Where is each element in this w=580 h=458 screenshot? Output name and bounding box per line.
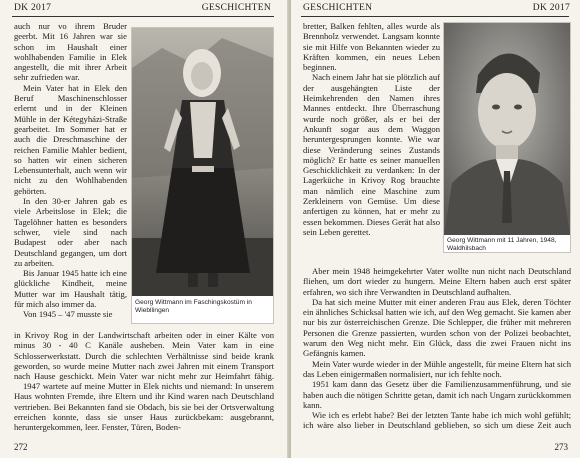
left-column-paragraph: In den 30-er Jahren gab es viele Arbeitslose in Elek; die Tagelöhner hatten es besonders schwer, viele sind nach Budapest oder aber nach Deutschland gegangen, um dort zu arbeiten. [14, 196, 127, 268]
left-photo-caption: Georg Wittmann im Faschingskostüm in Wiebllingen [135, 299, 252, 314]
left-paragraph-1947: 1947 wartete auf meine Mutter in Elek nichts und niemand: In unserem Haus wohnten Fremde, ihre Eltern und ihr Kind waren nach Deutschland vertrieben. Bei Bekannten fand sie Obdach, bis sie bei der Ortsverwaltung erreichen konnte, dass sie unser Haus zurückbekam: ausgebrannt, heruntergekommen, leer. Fenster, Türen, Boden- [14, 381, 274, 433]
left-paragraph-krivoy-rog: in Krivoy Rog in der Landwirtschaft arbeiten oder in einer Kälte von minus 30 - 40 C Kanäle ausheben. Mein Vater kam in eine Schlosserwerkstatt. Durch die schlechten Verhältnisse sind beide krank geworden, so wurde meine Mutter nach zwei Jahren mit einem Transport nach Hause geschickt. Mein Vater war nicht mehr zur Heimfahrt fähig. [14, 330, 274, 382]
right-header-rule [301, 16, 569, 17]
right-header-issue: DK 2017 [532, 3, 570, 13]
right-photo-caption: Georg Wittmann mit 11 Jahren, 1948, Waldhilsbach [447, 237, 557, 252]
right-header-section: GESCHICHTEN [303, 3, 373, 13]
costume-portrait-image [132, 28, 273, 296]
left-header-section: GESCHICHTEN [201, 3, 271, 13]
right-full-paragraph: Wie ich es erlebt habe? Bei der letzten Tante habe ich mich wohl gefühlt; ich wäre also lieber in Deutschland geblieben, so sich um diese Zeit auch [303, 410, 571, 431]
right-full-paragraph: Aber mein 1948 heimgekehrter Vater wollte nun nicht nach Deutschland fliehen, um dort wieder zu hungern. Meine Eltern haben auch erst später erfahren, wo sich ihre Verwandten in Deutschland aufhalten. [303, 266, 571, 297]
boy-portrait-image [444, 23, 570, 235]
right-full-text [303, 266, 571, 432]
left-header-rule [12, 16, 274, 17]
left-column-paragraph: Mein Vater hat in Elek den Beruf Maschinenschlosser erlernt und in der Kleinen Mühle in der Kétegyházi-Straße gearbeitet. Im Sommer hat er auch die Dreschmaschine der reichen Familie Mahler bedient, so hatten wir einen sicheren Lebensunterhalt, auch wenn wir nicht zu den Wohlhabenden gehörten. [14, 82, 127, 196]
right-column-paragraph: bretter, Balken fehlten, alles wurde als Brennholz verwendet. Langsam konnte sie mit Hilfe von Bekannten wieder zu Kräften kommen, ein neues Leben beginnen. [303, 21, 440, 73]
left-column-paragraph: Von 1945 – '47 musste sie [23, 309, 113, 320]
left-column-paragraph: auch nur vo ihrem Bruder geerbt. Mit 16 Jahren war sie schon im Haushalt einer wohlhabenden Familie in Elek angestellt, die mit ihrer Arbeit sehr zufrieden war. [14, 21, 127, 83]
left-column-paragraph: Bis Januar 1945 hatte ich eine glückliche Kindheit, meine Mutter war im Haushalt tätig, für mich also immer da. [14, 268, 127, 310]
right-page [291, 0, 580, 458]
left-header-issue: DK 2017 [14, 3, 52, 13]
left-page [0, 0, 289, 458]
right-column-paragraph: Nach einem Jahr hat sie plötzlich auf der ausgehängten Liste der Heimkehrenden den Namen ihres Mannes entdeckt. Ihre Überraschung wurde noch größer, als er bei der Ankunft sogar aus dem Waggon heruntergesprungen konnte. Wie war diese Veränderung seines Zustands möglich? Er hatte es seiner manuellen Geschicklichkeit zu verdanken: In der Lagerküche in Krivoy Rog brauchte man nämlich eine Maschine zum Zerkleinern von Gemüse. Um diese anfertigen zu können, hat er mehr zu essen bekommen. Dieses Gerät hat also sein Leben gerettet. [303, 72, 440, 237]
left-column-text [14, 21, 127, 328]
left-photo [131, 27, 274, 324]
right-photo [443, 22, 571, 253]
left-full-text-2 [14, 381, 274, 433]
left-page-number: 272 [14, 442, 28, 452]
right-full-paragraph: Mein Vater wurde wieder in der Mühle angestellt, für meine Eltern hat sich das Leben einigermaßen normalisiert, nur ich fehlte noch. [303, 358, 571, 379]
right-full-paragraph: Da hat sich meine Mutter mit einer anderen Frau aus Elek, deren Töchter ein ähnliches Schicksal hatten wie ich, auf den Weg gemacht. Sie kamen aber nur bis zur österreichischen Grenze. Die Schlepper, die früher mit mehreren Personen die Grenze passierten, wurden schon von der Polizei beobachtet, warum den Weg nicht mehr. Ein Glück, dass die zwei Frauen nicht ins Gefängnis kamen. [303, 296, 571, 359]
right-column-text [303, 21, 440, 266]
right-page-number: 273 [554, 442, 568, 452]
left-full-text-1 [14, 330, 274, 382]
right-full-paragraph: 1951 kam dann das Gesetz über die Familienzusammenführung, und sie haben auch die nötigen Schritte getan, damit ich nach Ungarn zurückkommen kann. [303, 379, 571, 410]
